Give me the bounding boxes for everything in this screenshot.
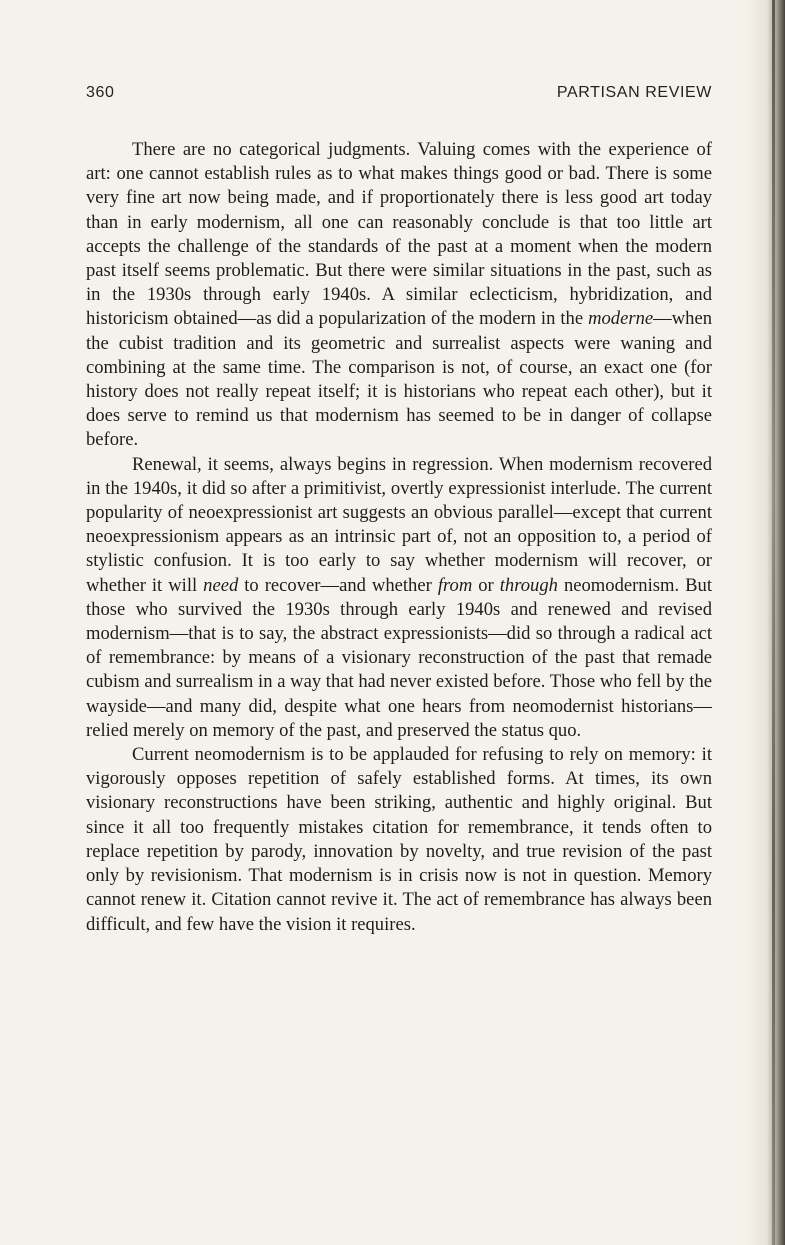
paragraph-2-text-4: neomodernism. But those who survived the 1930s through early 1940s and renewed and revised modernism—that is to say, the abstract expressionists—did so through a radical act of remembrance: by means of a visionary reconstruction of the past that remade cubism and surrealism in a way that had never existed before. Those who fell by the wayside—and many did, despite what one hears from neomodernist historians—relied merely on memory of the past, and preserved the status quo.	[86, 574, 712, 741]
paragraph-3	[86, 743, 712, 937]
paragraph-2-text-3: or	[472, 574, 500, 596]
page-number: 360	[86, 84, 115, 101]
paragraph-1	[86, 138, 712, 453]
binding-shadow	[745, 0, 785, 1245]
paragraph-2-italic-need: need	[203, 574, 239, 596]
paragraph-2-italic-through: through	[499, 574, 558, 596]
paragraph-1-italic-moderne: moderne	[588, 308, 654, 330]
paragraph-1-text-2: —when the cubist tradition and its geometric and surrealist aspects were waning and combining at the same time. The comparison is not, of course, an exact one (for history does not really repeat itself; it is historians who repeat each other), but it does serve to remind us that modernism has seemed to be in danger of collapse before.	[86, 308, 712, 451]
paragraph-2-text-2: to recover—and whether	[238, 574, 438, 596]
running-head: PARTISAN REVIEW	[556, 84, 712, 101]
paragraph-2	[86, 453, 712, 743]
page-header	[86, 84, 712, 108]
article-body	[86, 138, 712, 937]
paragraph-1-text-1: There are no categorical judgments. Valuing comes with the experience of art: one cannot establish rules as to what makes things good or bad. There is some very fine art now being made, and if proportionately there is less good art today than in early modernism, all one can reasonably conclude is that too little art accepts the challenge of the standards of the past at a moment when the modern past itself seems problematic. But there were similar situations in the past, such as in the 1930s through early 1940s. A similar eclecticism, hybridization, and historicism obtained—as did a popularization of the modern in the	[86, 139, 712, 330]
paragraph-2-text-1: Renewal, it seems, always begins in regression. When modernism recovered in the 1940s, it did so after a primitivist, overtly expressionist interlude. The current popularity of neoexpressionist art suggests an obvious parallel—except that current neoexpressionism appears as an intrinsic part of, not an opposition to, a period of stylistic confusion. It is too early to say whether modernism will recover, or whether it will	[86, 453, 712, 596]
paragraph-2-italic-from: from	[437, 574, 473, 596]
binding-edge	[772, 0, 775, 1245]
paragraph-3-text-1: Current neomodernism is to be applauded for refusing to rely on memory: it vigorously opposes repetition of safely established forms. At times, its own visionary reconstructions have been striking, authentic and highly original. But since it all too frequently mistakes citation for remembrance, it tends often to replace repetition by parody, innovation by novelty, and true revision of the past only by revisionism. That modernism is in crisis now is not in question. Memory cannot renew it. Citation cannot revive it. The act of remembrance has always been difficult, and few have the vision it requires.	[86, 744, 712, 935]
